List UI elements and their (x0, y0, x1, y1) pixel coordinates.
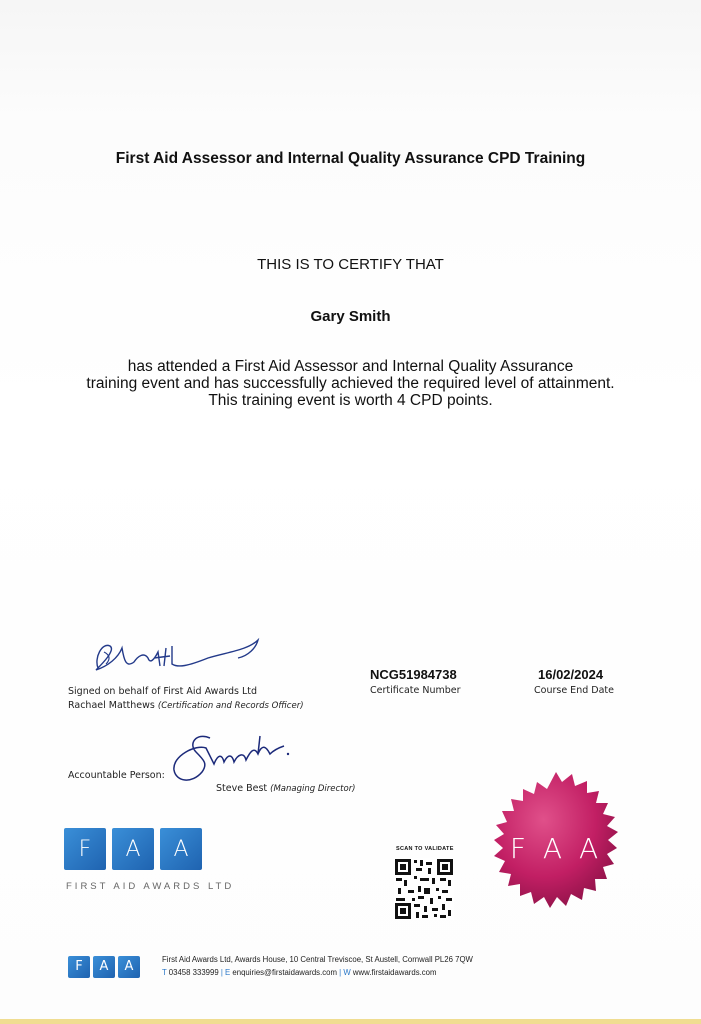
faa-logo-letter: F (78, 837, 92, 862)
faa-logo-box-f (64, 828, 106, 870)
footer-e-label: E (225, 968, 231, 977)
certify-line: THIS IS TO CERTIFY THAT (257, 256, 444, 273)
certificate-number: NCG51984738 (370, 667, 457, 682)
signer-line (68, 700, 304, 711)
footer-contacts (162, 968, 437, 977)
certificate-number-label: Certificate Number (370, 685, 461, 696)
faa-logo-box-a2 (160, 828, 202, 870)
footer-logo-letter: A (124, 959, 134, 974)
footer-w-label: W (343, 968, 351, 977)
faa-logo-letter: A (173, 837, 189, 862)
faa-logo (64, 828, 208, 875)
course-end-date: 16/02/2024 (538, 667, 604, 682)
faa-logo-box-a1 (112, 828, 154, 870)
certificate-body (40, 358, 661, 409)
faa-seal (476, 770, 636, 930)
accountable-role: (Managing Director) (270, 784, 356, 794)
footer-website[interactable]: www.firstaidawards.com (352, 968, 437, 977)
qr-label: SCAN TO VALIDATE (396, 846, 454, 852)
footer-phone[interactable]: 03458 333999 (168, 968, 219, 977)
footer-logo-box-f (68, 956, 90, 978)
recipient-name: Gary Smith (310, 308, 391, 325)
footer-sep: | (339, 968, 342, 977)
accountable-line (216, 783, 356, 794)
accountable-label: Accountable Person: (68, 770, 165, 781)
signer-role: (Certification and Records Officer) (157, 701, 304, 711)
footer-sep: | (220, 968, 223, 977)
signed-on-behalf: Signed on behalf of First Aid Awards Ltd (68, 686, 258, 697)
footer-logo (68, 956, 143, 983)
seal-letters: F A A (509, 832, 603, 865)
footer-logo-box-a1 (93, 956, 115, 978)
footer-logo-letter: A (99, 959, 109, 974)
faa-logo-tagline: FIRST AID AWARDS LTD (66, 881, 235, 892)
signer-name: Rachael Matthews (68, 700, 155, 711)
body-line-1: has attended a First Aid Assessor and Internal Quality Assurance (127, 358, 574, 375)
qr-code[interactable] (394, 858, 454, 920)
bottom-edge (0, 1019, 701, 1024)
course-end-date-label: Course End Date (534, 685, 614, 696)
signature-rachael-matthews (88, 628, 268, 680)
accountable-name: Steve Best (216, 783, 268, 794)
certificate-title: First Aid Assessor and Internal Quality Assurance CPD Training (115, 150, 586, 167)
footer-t-label: T (162, 968, 167, 977)
body-line-2: training event and has successfully achieved the required level of attainment. (86, 375, 615, 392)
body-line-3: This training event is worth 4 CPD points. (208, 392, 493, 409)
faa-logo-letter: A (125, 837, 141, 862)
footer-logo-letter: F (75, 959, 83, 974)
footer-logo-box-a2 (118, 956, 140, 978)
footer-address: First Aid Awards Ltd, Awards House, 10 Central Treviscoe, St Austell, Cornwall PL26 7QW (162, 955, 473, 964)
footer-email[interactable]: enquiries@firstaidawards.com (232, 968, 337, 977)
